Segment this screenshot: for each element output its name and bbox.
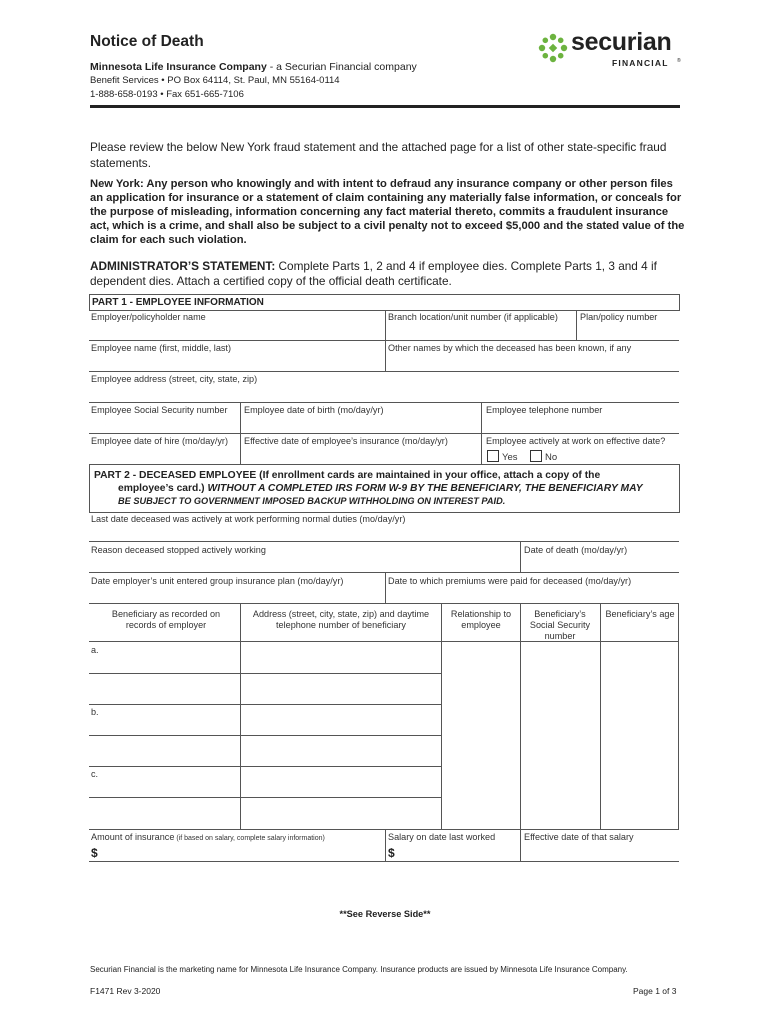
admin-text: Complete Parts 1, 2 and 4 if employee dies. Complete Parts 1, 3 and 4 if dependent dies. Attach a certified copy of the official death certificate. [90,259,657,288]
employee-name-label: Employee name (first, middle, last) [91,343,231,353]
logo-flower-icon [537,32,569,64]
date-of-death-label: Date of death (mo/day/yr) [524,545,628,555]
row-rule [89,641,679,642]
logo-subtitle: FINANCIAL [612,58,669,68]
divider [678,603,679,829]
registered-mark: ® [677,58,681,64]
company-line [90,61,417,73]
no-checkbox[interactable] [530,450,542,462]
yes-label: Yes [502,452,518,463]
salary-dollar: $ [388,846,395,860]
header-rule [90,105,680,108]
amount-note: (if based on salary, complete salary information) [174,835,325,842]
divider [576,310,577,340]
col-beneficiary: Beneficiary as recorded on records of employer [111,609,221,630]
administrator-statement [90,259,690,289]
securian-logo [537,28,687,72]
divider [520,829,521,861]
col-beneficiary-age: Beneficiary’s age [605,609,675,619]
salary-label: Salary on date last worked [388,832,496,842]
row-rule [89,829,679,830]
amount-label [91,832,325,842]
premiums-paid-label: Date to which premiums were paid for deceased (mo/day/yr) [388,576,632,586]
row-rule [89,797,441,798]
divider [600,603,601,829]
logo-wordmark: securian [571,28,672,56]
divider [385,340,386,371]
company-suffix: - a Securian Financial company [266,61,417,73]
date-entered-label: Date employer’s unit entered group insurance plan (mo/day/yr) [91,576,344,586]
row-a-label: a. [91,645,99,655]
page-title: Notice of Death [90,33,204,50]
divider [385,572,386,603]
phone-fax: 1-888-658-0193 • Fax 651-665-7106 [90,89,244,100]
row-rule [89,541,679,542]
form-number: F1471 Rev 3-2020 [90,986,161,996]
part2-w9-warning: WITHOUT A COMPLETED IRS FORM W-9 BY THE BENEFICIARY, THE BENEFICIARY MAY [204,483,643,494]
divider [385,829,386,861]
row-c-label: c. [91,769,99,779]
row-rule [89,371,679,372]
row-rule [89,572,679,573]
see-reverse-side: **See Reverse Side** [339,909,431,919]
reason-stopped-label: Reason deceased stopped actively working [91,545,266,555]
col-relationship: Relationship to employee [450,609,512,630]
mailing-address: Benefit Services • PO Box 64114, St. Paul, MN 55164-0114 [90,75,340,86]
yes-checkbox[interactable] [487,450,499,462]
row-rule [89,340,679,341]
col-address: Address (street, city, state, zip) and daytime telephone number of beneficiary [252,609,430,630]
marketing-footer: Securian Financial is the marketing name for Minnesota Life Insurance Company. Insurance products are issued by Minnesota Life Insurance Company. [90,965,628,974]
row-rule [89,603,679,604]
active-question-label: Employee actively at work on effective date? [486,436,666,446]
plan-number-label: Plan/policy number [580,312,658,322]
company-name: Minnesota Life Insurance Company [90,61,267,73]
col-beneficiary-ssn: Beneficiary’s Social Security number [529,609,591,641]
telephone-label: Employee telephone number [486,405,603,415]
part1-heading: PART 1 - EMPLOYEE INFORMATION [92,297,264,308]
page-number: Page 1 of 3 [633,986,677,996]
divider [520,541,521,572]
employee-address-label: Employee address (street, city, state, zip) [91,374,258,384]
intro-text: Please review the below New York fraud statement and the attached page for a list of other state-specific fraud statements. [90,140,667,170]
divider [385,310,386,340]
no-label: No [545,452,558,463]
divider [441,603,442,829]
other-names-label: Other names by which the deceased has been known, if any [388,343,632,353]
effective-date-label: Effective date of employee’s insurance (mo/day/yr) [244,436,448,446]
row-rule [89,402,679,403]
ssn-label: Employee Social Security number [91,405,228,415]
row-rule [89,861,679,862]
salary-effective-label: Effective date of that salary [524,832,634,842]
branch-label: Branch location/unit number (if applicable) [388,312,558,322]
part2-heading-line3: BE SUBJECT TO GOVERNMENT IMPOSED BACKUP WITHHOLDING ON INTEREST PAID. [118,496,506,506]
last-active-label: Last date deceased was actively at work performing normal duties (mo/day/yr) [91,514,406,524]
part2-heading-line2 [118,483,643,494]
part2-card-text: employee’s card.) [118,483,205,494]
part2-heading: PART 2 - DECEASED EMPLOYEE (If enrollment cards are maintained in your office, attach a copy of the [94,470,601,481]
ny-fraud-statement: New York: Any person who knowingly and with intent to defraud any insurance company or other person files an application for insurance or a statement of claim containing any materially false information, or conceals for the purpose of misleading, information concerning any fact material thereto, commits a fraudulent insurance act, which is a crime, and shall also be subject to a civil penalty not to exceed $5,000 and the stated value of the claim for each such violation. [90,178,685,247]
employer-name-label: Employer/policyholder name [91,312,206,322]
divider [240,603,241,641]
row-b-label: b. [91,707,99,717]
admin-label: ADMINISTRATOR’S STATEMENT: [90,259,276,273]
amount-dollar: $ [91,846,98,860]
row-rule [89,735,441,736]
dob-label: Employee date of birth (mo/day/yr) [244,405,384,415]
hire-date-label: Employee date of hire (mo/day/yr) [91,436,228,446]
row-rule [89,673,441,674]
row-rule [89,704,441,705]
amount-label-text: Amount of insurance [91,832,175,842]
row-rule [89,766,441,767]
divider [520,603,521,829]
row-rule [89,433,679,434]
